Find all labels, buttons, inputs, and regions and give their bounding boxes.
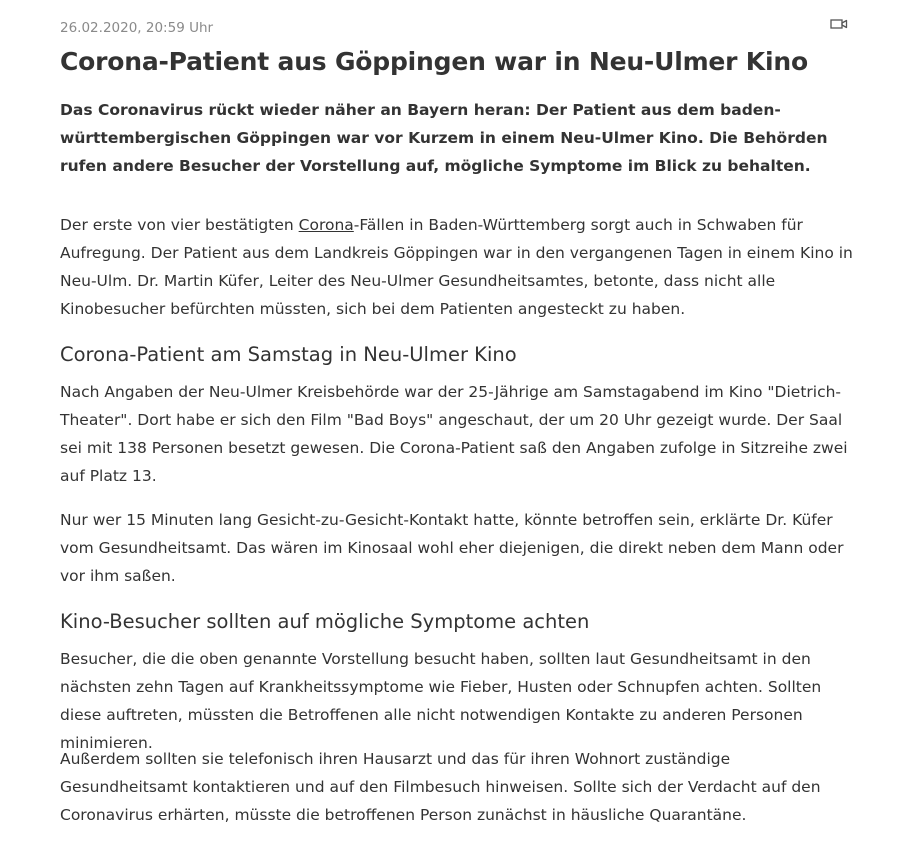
article-date: 26.02.2020, 20:59 Uhr xyxy=(60,20,214,36)
paragraph-1 xyxy=(60,211,860,323)
subheading-symptome: Kino-Besucher sollten auf mögliche Symptome achten xyxy=(60,610,590,633)
video-camera-icon[interactable] xyxy=(830,16,848,30)
subheading-kino: Corona-Patient am Samstag in Neu-Ulmer Kino xyxy=(60,343,517,366)
paragraph-2: Nach Angaben der Neu-Ulmer Kreisbehörde war der 25-Jährige am Samstagabend im Kino "Dietrich-Theater". Dort habe er sich den Film "Bad Boys" angeschaut, der um 20 Uhr gezeigt wurde. Der Saal sei mit 138 Personen besetzt gewesen. Die Corona-Patient saß den Angaben zufolge in Sitzreihe zwei auf Platz 13. xyxy=(60,383,848,485)
paragraph-1-end: -Fällen in Baden-Württemberg sorgt auch in Schwaben für Aufregung. Der Patient aus dem Landkreis Göppingen war in den vergangenen Tagen in einem Kino in Neu-Ulm. Dr. Martin Küfer, Leiter des Neu-Ulmer Gesundheitsamtes, betonte, dass nicht alle Kinobesucher befürchten müssten, sich bei dem Patienten angesteckt zu haben. xyxy=(60,216,853,318)
paragraph-3: Nur wer 15 Minuten lang Gesicht-zu-Gesicht-Kontakt hatte, könnte betroffen sein, erklärte Dr. Küfer vom Gesundheitsamt. Das wären im Kinosaal wohl eher diejenigen, die direkt neben dem Mann oder vor ihm saßen. xyxy=(60,511,844,585)
article-lead: Das Coronavirus rückt wieder näher an Bayern heran: Der Patient aus dem baden-württembergischen Göppingen war vor Kurzem in einem Neu-Ulmer Kino. Die Behörden rufen andere Besucher der Vorstellung auf, mögliche Symptome im Blick zu behalten. xyxy=(60,101,828,175)
paragraph-1-start: Der erste von vier bestätigten xyxy=(60,216,299,234)
paragraph-4: Besucher, die die oben genannte Vorstellung besucht haben, sollten laut Gesundheitsamt in den nächsten zehn Tagen auf Krankheitssymptome wie Fieber, Husten oder Schnupfen achten. Sollten diese auftreten, müssten die Betroffenen alle nicht notwendigen Kontakte zu anderen Personen minimieren. xyxy=(60,650,822,752)
paragraph-5: Außerdem sollten sie telefonisch ihren Hausarzt und das für ihren Wohnort zuständige Gesundheitsamt kontaktieren und auf den Filmbesuch hinweisen. Sollte sich der Verdacht auf den Coronavirus erhärten, müsste die betroffenen Person zunächst in häusliche Quarantäne. xyxy=(60,750,821,824)
article-title: Corona-Patient aus Göppingen war in Neu-Ulmer Kino xyxy=(60,47,808,76)
corona-link[interactable]: Corona xyxy=(298,216,354,234)
